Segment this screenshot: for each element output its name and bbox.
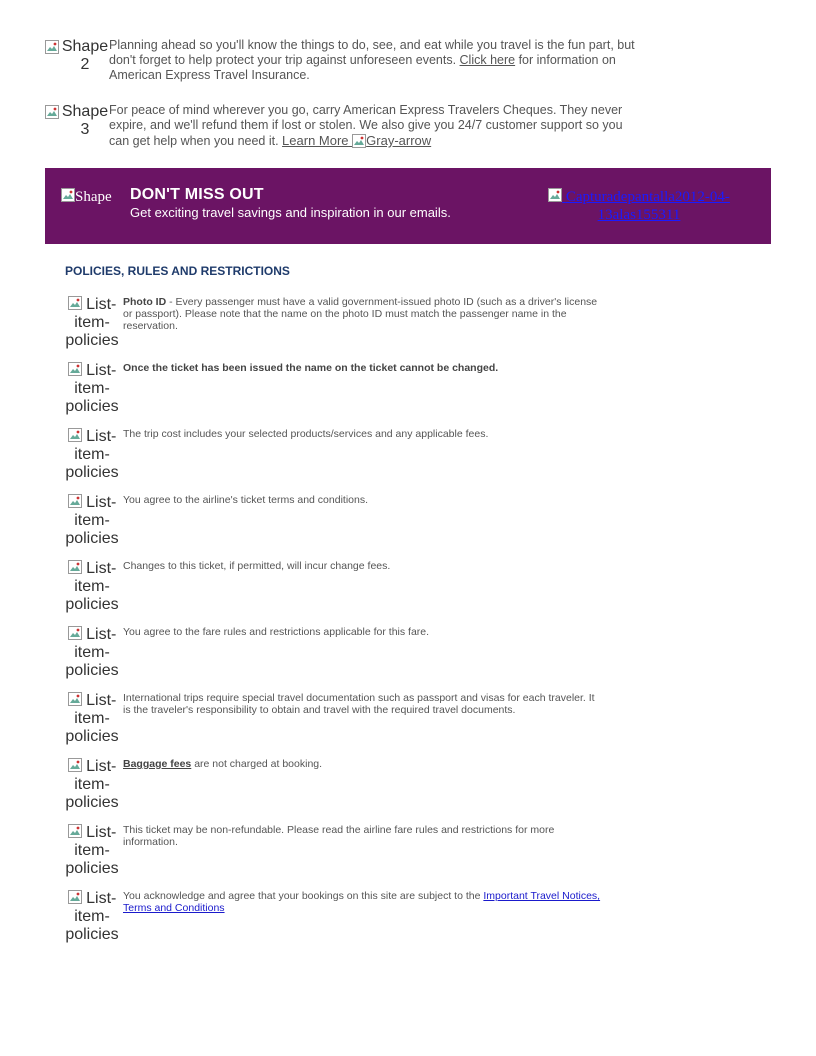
policy-text: You acknowledge and agree that your bookings on this site are subject to the Important Travel Notices, Terms and Conditions: [123, 890, 601, 914]
policy-item: [65, 758, 605, 812]
broken-image-icon: [61, 188, 75, 202]
broken-image-icon: [548, 188, 562, 202]
policy-text: You agree to the fare rules and restrictions applicable for this fare.: [123, 626, 430, 638]
list-item-policies-image: List-item-policies: [65, 890, 119, 943]
broken-image-icon: [68, 824, 82, 838]
banner-shape-image: Shape: [61, 188, 112, 206]
list-item-policies-image: List-item-policies: [65, 560, 119, 613]
terms-conditions-link[interactable]: Important Travel Notices, Terms and Conditions: [123, 890, 601, 914]
policy-item: [65, 494, 605, 548]
dont-miss-out-banner: [45, 168, 771, 244]
broken-image-icon: [68, 758, 82, 772]
policy-item: [65, 626, 605, 680]
broken-image-icon: [68, 494, 82, 508]
policy-text: International trips require special travel documentation such as passport and visas for each traveler. It is the traveler's responsibility to obtain and travel with the required travel documents.: [123, 692, 595, 716]
policy-item: [65, 428, 605, 482]
policy-text: Once the ticket has been issued the name on the ticket cannot be changed.: [123, 362, 499, 374]
broken-image-icon: [352, 134, 366, 148]
broken-image-icon: [68, 362, 82, 376]
policy-text: Changes to this ticket, if permitted, will incur change fees.: [123, 560, 391, 572]
broken-image-icon: [68, 890, 82, 904]
policy-text: This ticket may be non-refundable. Please read the airline fare rules and restrictions for more information.: [123, 824, 555, 848]
list-item-policies-image: List-item-policies: [65, 758, 119, 811]
broken-image-icon: [68, 428, 82, 442]
policies-title: POLICIES, RULES AND RESTRICTIONS: [65, 264, 290, 278]
list-item-policies-image: List-item-policies: [65, 362, 119, 415]
click-here-link[interactable]: Click here: [459, 53, 516, 67]
banner-heading: DON'T MISS OUT: [130, 186, 264, 203]
broken-image-icon: [68, 626, 82, 640]
policy-item: [65, 296, 605, 350]
travelers-cheques-text: For peace of mind wherever you go, carry American Express Travelers Cheques. They never expire, and we'll refund them if lost or stolen. We also give you 24/7 customer support so you can get help when you need it. Learn More Gray-arrow: [109, 103, 623, 148]
list-item-policies-image: List-item-policies: [65, 296, 119, 349]
broken-image-icon: [68, 296, 82, 310]
baggage-fees-link[interactable]: Baggage fees: [123, 758, 192, 770]
shape-2-image: Shape 2: [45, 38, 109, 83]
policy-text: You agree to the airline's ticket terms and conditions.: [123, 494, 369, 506]
policy-text: Photo ID - Every passenger must have a valid government-issued photo ID (such as a driver's license or passport). Please note that the name on the photo ID must match the passenger name in the reservation.: [123, 296, 598, 332]
broken-image-icon: [68, 692, 82, 706]
policy-item: [65, 824, 605, 878]
insurance-promo-text: Planning ahead so you'll know the things to do, see, and eat while you travel is the fun part, but don't forget to help protect your trip against unforeseen events. Click here for information on American Express Travel Insurance.: [109, 38, 635, 82]
list-item-policies-image: List-item-policies: [65, 824, 119, 877]
broken-image-icon: [45, 40, 59, 54]
list-item-policies-image: List-item-policies: [65, 692, 119, 745]
policy-text: The trip cost includes your selected products/services and any applicable fees.: [123, 428, 489, 440]
policy-text: Baggage fees are not charged at booking.: [123, 758, 323, 770]
policy-item: [65, 890, 605, 944]
list-item-policies-image: List-item-policies: [65, 626, 119, 679]
shape-3-image: Shape 3: [45, 103, 109, 149]
banner-subheading: Get exciting travel savings and inspiration in our emails.: [130, 205, 451, 220]
list-item-policies-image: List-item-policies: [65, 428, 119, 481]
list-item-policies-image: List-item-policies: [65, 494, 119, 547]
broken-image-icon: [68, 560, 82, 574]
gray-arrow-icon: Gray-arrow: [366, 133, 432, 148]
travelers-cheques-promo: [45, 103, 645, 149]
email-signup-image-link[interactable]: Capturadepantalla2012-04-13alas155311: [530, 188, 748, 224]
broken-image-icon: [45, 105, 59, 119]
policy-item: [65, 362, 605, 416]
policy-item: [65, 560, 605, 614]
learn-more-link[interactable]: Learn More Gray-arrow: [282, 133, 432, 148]
insurance-promo: [45, 38, 645, 83]
policy-item: [65, 692, 605, 746]
